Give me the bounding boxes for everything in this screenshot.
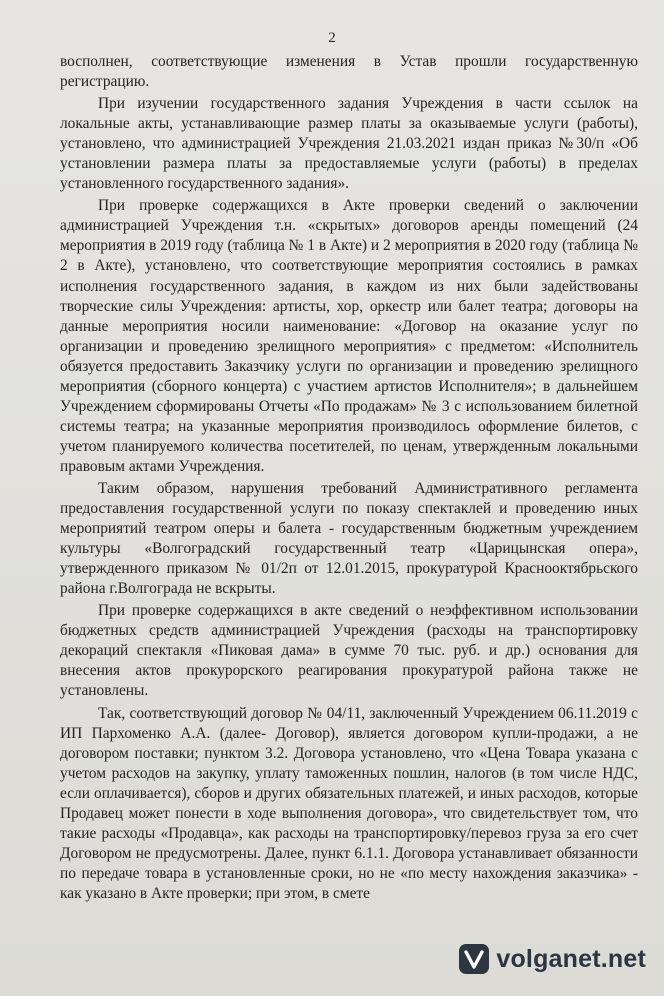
page-number: 2 (328, 30, 336, 46)
paragraph-state-task: При изучении государственного задания Учреждения в части ссылок на локальные акты, устанавливающие размер платы за оказываемые услуги (работы), установлено, что администрацией Учреждения 21.03.2021 издан приказ №30/п «Об установлении размера платы за предоставляемые услуги (работы) в пределах установленного государственного задания». (60, 95, 638, 193)
paragraph-conclusion: Таким образом, нарушения требований Административного регламента предоставления государственной услуги по показу спектаклей и проведению иных мероприятий театром оперы и балета - государственным бюджетным учреждением культуры «Волгоградский государственный театр «Царицынская опера», утвержденного приказом № 01/2п от 12.01.2015, прокуратурой Краснооктябрьского района г.Волгограда не вскрыты. (60, 479, 638, 598)
watermark (459, 944, 646, 974)
document-body (60, 52, 638, 904)
paragraph-hidden-leases: При проверке содержащихся в Акте проверки сведений о заключении администрацией Учреждения т.н. «скрытых» договоров аренды помещений (24 мероприятия в 2019 году (таблица № 1 в Акте) и 2 мероприятия в 2020 году (таблица № 2 в Акте), установлено, что соответствующие мероприятия состоялись в рамках исполнения государственного задания, в каждом из них были задействованы творческие силы Учреждения: артисты, хор, оркестр или балет театра; договоры на данные мероприятия носили наименование: «Договор на оказание услуг по организации и проведению зрелищного мероприятия» с предметом: «Исполнитель обязуется предоставить Заказчику услуги по организации и проведению зрелищного мероприятия (сборного концерта) с участием артистов Исполнителя»; в дальнейшем Учреждением сформированы Отчеты «По продажам» № 3 с использованием билетной системы театра; на указанные мероприятия производилось оформление билетов, с учетом планируемого количества посетителей, по ценам, утвержденным локальными правовым актами Учреждения. (60, 197, 638, 475)
paragraph-contract-analysis: Так, соответствующий договор № 04/11, заключенный Учреждением 06.11.2019 с ИП Пархоменко А.А. (далее- Договор), является договором купли-продажи, а не договором поставки; пунктом 3.2. Договора установлено, что «Цена Товара указана с учетом расходов на закупку, уплату таможенных пошлин, налогов (в том числе НДС, если оплачивается), сборов и других обязательных платежей, и иных расходов, которые Продавец может понести в ходе выполнения договора», что свидетельствует том, что такие расходы «Продавца», как расходы на транспортировку/перевоз груза за его счет Договором не предусмотрены. Далее, пункт 6.1.1. Договора устанавливает обязанности по передаче товара в установленные сроки, но не «по месту нахождения заказчика» - как указано в Акте проверки; при этом, в смете (60, 704, 638, 902)
volganet-logo-icon (459, 944, 489, 974)
watermark-text: volganet.net (496, 944, 646, 973)
paragraph-budget-efficiency: При проверке содержащихся в акте сведений о неэффективном использовании бюджетных средств администрацией Учреждения (расходы на транспортировку декораций спектакля «Пиковая дама» в сумме 70 тыс. руб. и др.) основания для внесения актов прокурорского реагирования прокуратурой района также не установлены. (60, 602, 638, 700)
paragraph-registration: восполнен, соответствующие изменения в Устав прошли государственную регистрацию. (60, 53, 638, 91)
